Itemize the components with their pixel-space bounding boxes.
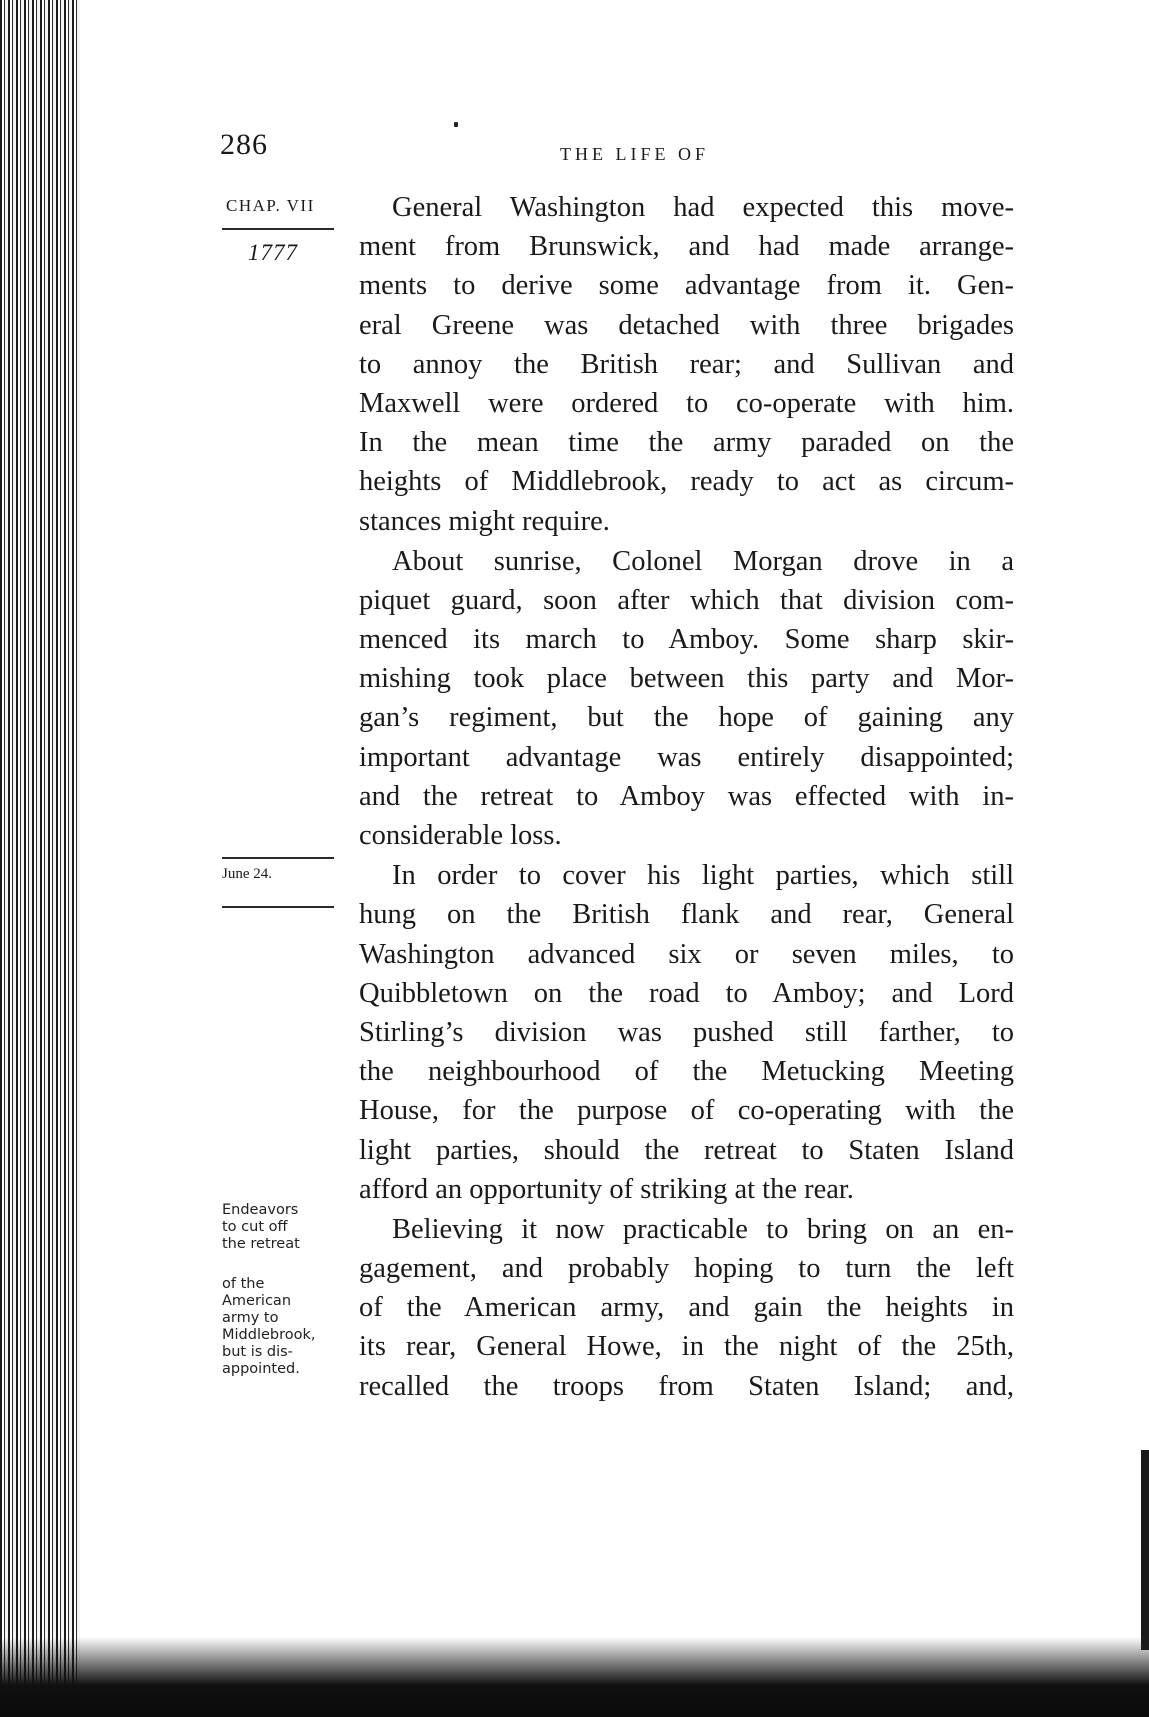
text-line: of the American army, and gain the heights in — [359, 1292, 1014, 1324]
date-rule-bottom — [222, 906, 334, 908]
paragraph-2 — [359, 542, 1014, 856]
text-line: stances might require. — [359, 505, 610, 537]
text-line: Quibbletown on the road to Amboy; and Lord — [359, 977, 1014, 1009]
text-line: Maxwell were ordered to co-operate with him. — [359, 387, 1014, 419]
sidenote-line: Endeavors — [222, 1202, 299, 1218]
sidenote-2 — [222, 1276, 316, 1378]
text-line: considerable loss. — [359, 820, 562, 851]
text-line: menced its march to Amboy. Some sharp skir- — [359, 624, 1014, 656]
sidenote-line: American — [222, 1293, 292, 1309]
text-line: House, for the purpose of co-operating with the — [359, 1095, 1014, 1127]
text-line: heights of Middlebrook, ready to act as circum- — [359, 466, 1014, 498]
body-text — [359, 188, 1014, 1406]
text-line: recalled the troops from Staten Island; and, — [359, 1370, 1014, 1402]
sidenote-line: but is dis- — [222, 1344, 293, 1360]
text-line: ments to derive some advantage from it. Gen- — [359, 270, 1014, 302]
sidenote-line: of the — [222, 1276, 265, 1292]
text-line: In the mean time the army paraded on the — [359, 427, 1014, 459]
date-label: June 24. — [222, 866, 272, 882]
text-line: hung on the British flank and rear, General — [359, 899, 1014, 931]
text-line: piquet guard, soon after which that division com- — [359, 584, 1014, 616]
print-speck — [454, 122, 458, 127]
page-number: 286 — [220, 128, 268, 161]
sidenote-1 — [222, 1202, 300, 1253]
text-line: the neighbourhood of the Metucking Meeting — [359, 1056, 1014, 1088]
text-line: its rear, General Howe, in the night of the 25th, — [359, 1331, 1014, 1363]
text-line: General Washington had expected this move- — [392, 192, 1014, 223]
text-line: About sunrise, Colonel Morgan drove in a — [392, 545, 1014, 577]
date-rule-top — [222, 857, 334, 859]
sidenote-line: the retreat — [222, 1236, 300, 1252]
text-line: important advantage was entirely disappointed; — [359, 741, 1014, 773]
text-line: ment from Brunswick, and had made arrange- — [359, 231, 1014, 263]
text-line: Stirling’s division was pushed still farther, to — [359, 1016, 1014, 1048]
paragraph-4 — [359, 1210, 1014, 1406]
scan-bottom-shadow — [0, 1637, 1149, 1717]
sidenote-line: to cut off — [222, 1219, 288, 1235]
text-line: gagement, and probably hoping to turn the left — [359, 1253, 1014, 1285]
scan-right-edge — [1141, 1450, 1149, 1650]
sidenote-line: army to — [222, 1310, 279, 1326]
chapter-rule — [222, 228, 334, 230]
paragraph-3 — [359, 856, 1014, 1209]
scan-binding-stripes — [0, 0, 80, 1717]
text-line: to annoy the British rear; and Sullivan and — [359, 348, 1014, 380]
running-head: THE LIFE OF — [560, 144, 709, 164]
text-line: gan’s regiment, but the hope of gaining any — [359, 702, 1014, 734]
paragraph-1 — [359, 188, 1014, 541]
text-line: and the retreat to Amboy was effected with in- — [359, 780, 1014, 812]
year-label: 1777 — [248, 240, 298, 265]
text-line: afford an opportunity of striking at the rear. — [359, 1173, 854, 1205]
sidenote-line: appointed. — [222, 1361, 300, 1377]
text-line: light parties, should the retreat to Staten Island — [359, 1134, 1014, 1166]
text-line: Washington advanced six or seven miles, to — [359, 938, 1014, 970]
text-line: Believing it now practicable to bring on an en- — [392, 1213, 1014, 1245]
chapter-label: CHAP. VII — [226, 196, 315, 215]
text-line: In order to cover his light parties, which still — [392, 860, 1014, 892]
text-line: eral Greene was detached with three brigades — [359, 309, 1014, 341]
text-line: mishing took place between this party and Mor- — [359, 663, 1014, 695]
sidenote-line: Middlebrook, — [222, 1327, 316, 1343]
